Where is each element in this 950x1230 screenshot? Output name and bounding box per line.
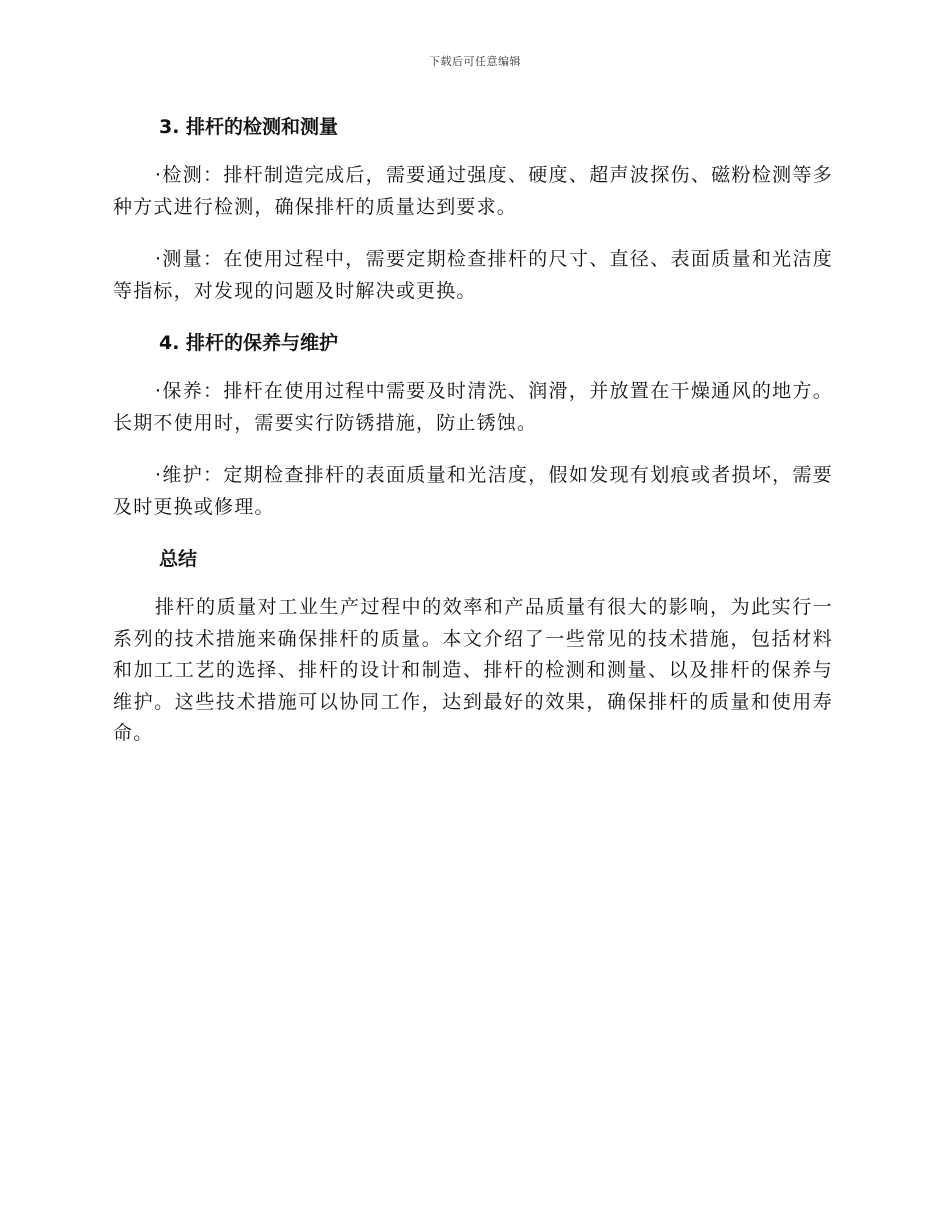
section-3-bullet-measurement: ·测量：在使用过程中，需要定期检查排杆的尺寸、直径、表面质量和光洁度等指标，对发现的问题及时解决或更换。 bbox=[113, 248, 833, 302]
summary-section bbox=[113, 544, 833, 750]
section-3-heading: 3. 排杆的检测和测量 bbox=[159, 116, 339, 138]
document-body bbox=[113, 112, 833, 750]
section-3 bbox=[113, 112, 833, 307]
page-header: 下载后可任意编辑 bbox=[429, 55, 521, 68]
summary-heading: 总结 bbox=[159, 548, 198, 570]
section-4-bullet-repair: ·维护：定期检查排杆的表面质量和光洁度，假如发现有划痕或者损坏，需要及时更换或修理。 bbox=[113, 464, 833, 518]
section-4-bullet-maintenance: ·保养：排杆在使用过程中需要及时清洗、润滑，并放置在干燥通风的地方。长期不使用时，需要实行防锈措施，防止锈蚀。 bbox=[113, 380, 833, 434]
section-4 bbox=[113, 328, 833, 523]
summary-paragraph: 排杆的质量对工业生产过程中的效率和产品质量有很大的影响，为此实行一系列的技术措施来确保排杆的质量。本文介绍了一些常见的技术措施，包括材料和加工工艺的选择、排杆的设计和制造、排杆的检测和测量、以及排杆的保养与维护。这些技术措施可以协同工作，达到最好的效果，确保排杆的质量和使用寿命。 bbox=[113, 596, 833, 744]
section-4-heading: 4. 排杆的保养与维护 bbox=[159, 332, 339, 354]
section-3-bullet-detection: ·检测：排杆制造完成后，需要通过强度、硬度、超声波探伤、磁粉检测等多种方式进行检测，确保排杆的质量达到要求。 bbox=[113, 164, 833, 218]
